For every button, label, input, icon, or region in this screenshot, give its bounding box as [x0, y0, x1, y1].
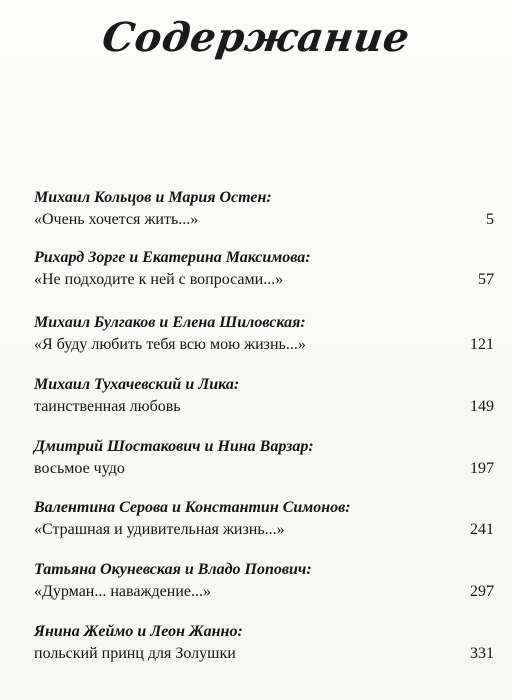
toc-entry: [34, 188, 494, 238]
toc-entry: [34, 498, 494, 548]
toc-entry-page-number: 5: [486, 211, 494, 228]
toc-entry-subtitle: «Я буду любить тебя всю мою жизнь...»: [34, 336, 306, 353]
toc-entry-page-number: 149: [470, 398, 494, 415]
toc-entry: [34, 560, 494, 610]
toc-entry-authors: Рихард Зорге и Екатерина Максимова:: [34, 249, 311, 266]
toc-entry-authors: Дмитрий Шостакович и Нина Варзар:: [34, 438, 314, 455]
toc-entry-page-number: 57: [478, 271, 494, 288]
toc-entry-authors: Татьяна Окуневская и Владо Попович:: [34, 561, 312, 578]
toc-entry-subtitle: таинственная любовь: [34, 398, 181, 415]
toc-entry-authors: Михаил Булгаков и Елена Шиловская:: [34, 314, 306, 331]
toc-entry-page-number: 241: [470, 521, 494, 538]
toc-entry-authors: Валентина Серова и Константин Симонов:: [34, 499, 351, 516]
toc-entry-subtitle: польский принц для Золушки: [34, 645, 236, 662]
toc-entry: [34, 622, 494, 672]
toc-entry-authors: Янина Жеймо и Леон Жанно:: [34, 623, 243, 640]
toc-entry: [34, 313, 494, 363]
toc-entry: [34, 248, 494, 298]
toc-entry: [34, 437, 494, 487]
toc-entry-subtitle: восьмое чудо: [34, 460, 125, 477]
toc-entry-authors: Михаил Тухачевский и Лика:: [34, 376, 240, 393]
toc-entry-subtitle: «Очень хочется жить...»: [34, 211, 199, 228]
toc-entry: [34, 375, 494, 425]
page-title: Содержание: [99, 14, 413, 61]
toc-entry-page-number: 121: [470, 336, 494, 353]
toc-entry-subtitle: «Дурман... наваждение...»: [34, 583, 211, 600]
toc-entry-subtitle: «Страшная и удивительная жизнь...»: [34, 521, 285, 538]
toc-entry-page-number: 297: [470, 583, 494, 600]
toc-entry-authors: Михаил Кольцов и Мария Остен:: [34, 189, 272, 206]
toc-entry-page-number: 331: [470, 645, 494, 662]
toc-entry-subtitle: «Не подходите к ней с вопросами...»: [34, 271, 284, 288]
toc-entry-page-number: 197: [470, 460, 494, 477]
